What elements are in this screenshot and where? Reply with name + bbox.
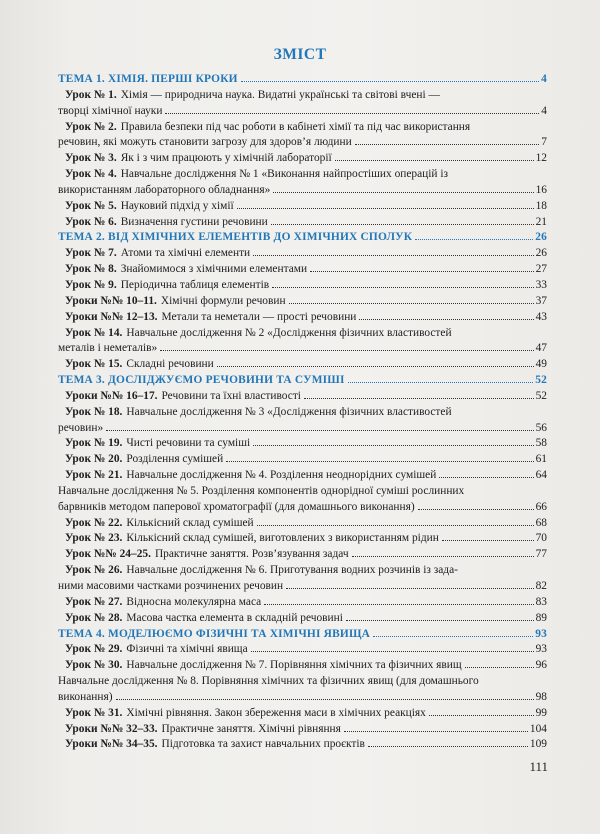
toc-section-heading	[58, 72, 547, 88]
toc-entry	[58, 595, 547, 611]
lesson-label: Урок № 15.	[65, 358, 123, 371]
entry-text: Знайомимося з хімічними елементами	[120, 263, 308, 276]
dot-leader	[359, 318, 533, 320]
toc-entry	[58, 88, 547, 104]
entry-page: 26	[535, 231, 547, 244]
entry-page: 7	[541, 136, 547, 149]
lesson-label: Урок № 27.	[65, 595, 123, 608]
dot-leader	[257, 524, 534, 526]
toc-entry	[58, 357, 547, 373]
dot-leader	[226, 460, 533, 462]
entry-text: Правила безпеки під час роботи в кабінеті хімії та під час використання	[120, 120, 471, 133]
toc-entry	[58, 199, 547, 215]
entry-text: ТЕМА 3. ДОСЛІДЖУЄМО РЕЧОВИНИ ТА СУМІШІ	[58, 374, 345, 387]
entry-text: Масова частка елемента в складній речовині	[126, 611, 343, 624]
entry-text: Практичне заняття. Хімічні рівняння	[161, 722, 341, 735]
entry-page: 52	[535, 389, 547, 402]
lesson-label: Уроки №№ 16–17.	[65, 389, 158, 402]
entry-page: 12	[535, 152, 547, 165]
toc-entry	[58, 484, 547, 500]
entry-text: барвників методом паперової хроматографії (для домашнього виконання)	[58, 500, 415, 513]
dot-leader	[237, 207, 534, 209]
toc-entry	[58, 167, 547, 183]
lesson-label: Уроки №№ 34–35.	[65, 738, 158, 751]
entry-page: 109	[529, 738, 547, 751]
lesson-label: Урок № 2.	[65, 120, 117, 133]
dot-leader	[368, 745, 528, 747]
entry-text: Науковий підхід у хімії	[120, 199, 234, 212]
entry-text: Практичне заняття. Розв’язування задач	[154, 548, 349, 561]
entry-text: використанням лабораторного обладнання»	[58, 183, 271, 196]
entry-text: Метали та неметали — прості речовини	[161, 310, 357, 323]
dot-leader	[344, 730, 528, 732]
entry-text: Навчальне дослідження № 6. Приготування водних розчинів із зада-	[126, 564, 458, 577]
dot-leader	[442, 539, 534, 541]
entry-text: Як і з чим працюють у хімічній лабораторії	[120, 152, 332, 165]
dot-leader	[106, 429, 533, 431]
dot-leader	[355, 143, 540, 145]
dot-leader	[415, 238, 533, 240]
entry-page: 27	[535, 263, 547, 276]
lesson-label: Урок № 8.	[65, 263, 117, 276]
entry-page: 98	[535, 690, 547, 703]
entry-page: 93	[535, 643, 547, 656]
toc-entry	[58, 547, 547, 563]
entry-text: Навчальне дослідження № 8. Порівняння хімічних та фізичних явищ (для домашнього	[58, 675, 479, 688]
lesson-label: Урок № 19.	[65, 437, 123, 450]
toc-entry	[58, 183, 547, 199]
entry-page: 49	[535, 358, 547, 371]
entry-text: речовин»	[58, 421, 104, 434]
entry-text: творці хімічної науки	[58, 104, 163, 117]
lesson-label: Урок № 31.	[65, 706, 123, 719]
table-of-contents	[58, 72, 547, 753]
lesson-label: Урок № 9.	[65, 278, 117, 291]
lesson-label: Урок № 7.	[65, 247, 117, 260]
entry-text: речовин, які можуть становити загрозу для здоров’я людини	[58, 136, 352, 149]
entry-text: ТЕМА 1. ХІМІЯ. ПЕРШІ КРОКИ	[58, 73, 238, 85]
toc-entry	[58, 421, 547, 437]
entry-text: Навчальне дослідження № 3 «Дослідження фізичних властивостей	[126, 405, 452, 418]
lesson-label: Урок № 29.	[65, 643, 123, 656]
dot-leader	[429, 714, 534, 716]
dot-leader	[272, 286, 533, 288]
entry-page: 61	[535, 453, 547, 466]
entry-page: 18	[535, 199, 547, 212]
lesson-label: Урок № 3.	[65, 152, 117, 165]
dot-leader	[418, 508, 534, 510]
dot-leader	[253, 254, 533, 256]
dot-leader	[251, 650, 534, 652]
entry-page: 99	[535, 706, 547, 719]
toc-entry	[58, 500, 547, 516]
dot-leader	[165, 112, 539, 114]
dot-leader	[439, 476, 533, 478]
lesson-label: Урок № 14.	[65, 326, 123, 339]
toc-entry	[58, 642, 547, 658]
entry-text: Підготовка та захист навчальних проєктів	[161, 738, 365, 751]
entry-text: металів і неметалів»	[58, 342, 158, 355]
lesson-label: Урок № 1.	[65, 88, 117, 101]
entry-page: 52	[535, 374, 547, 387]
toc-entry	[58, 341, 547, 357]
entry-text: Навчальне дослідження № 2 «Дослідження фізичних властивостей	[126, 326, 452, 339]
toc-entry	[58, 722, 547, 738]
page-title: ЗМІСТ	[273, 46, 327, 63]
toc-entry	[58, 516, 547, 532]
entry-text: Речовини та їхні властивості	[161, 389, 301, 402]
entry-page: 64	[535, 469, 547, 482]
lesson-label: Уроки №№ 12–13.	[65, 310, 158, 323]
dot-leader	[289, 302, 534, 304]
entry-page: 43	[535, 310, 547, 323]
toc-entry	[58, 389, 547, 405]
entry-page: 21	[535, 215, 547, 228]
lesson-label: Урок № 18.	[65, 405, 123, 418]
dot-leader	[273, 191, 533, 193]
toc-entry	[58, 246, 547, 262]
entry-text: Хімічні формули речовин	[160, 294, 286, 307]
entry-text: Навчальне дослідження № 7. Порівняння хімічних та фізичних явищ	[126, 659, 462, 672]
entry-text: Фізичні та хімічні явища	[126, 643, 248, 656]
toc-entry	[58, 326, 547, 342]
dot-leader	[352, 555, 534, 557]
dot-leader	[346, 619, 534, 621]
entry-text: Хімія — природнича наука. Видатні українські та світові вчені —	[120, 88, 440, 101]
lesson-label: Урок № 23.	[65, 532, 123, 545]
entry-page: 89	[535, 611, 547, 624]
dot-leader	[304, 397, 534, 399]
entry-page: 104	[529, 722, 547, 735]
toc-entry	[58, 737, 547, 753]
toc-entry	[58, 468, 547, 484]
toc-entry	[58, 294, 547, 310]
entry-page: 93	[535, 627, 547, 640]
toc-section-heading	[58, 230, 547, 246]
toc-entry	[58, 706, 547, 722]
toc-entry	[58, 135, 547, 151]
entry-page: 96	[535, 659, 547, 672]
entry-page: 66	[535, 500, 547, 513]
toc-entry	[58, 690, 547, 706]
lesson-label: Урок № 6.	[65, 215, 117, 228]
dot-leader	[217, 365, 534, 367]
page-number: 111	[529, 759, 548, 774]
toc-entry	[58, 579, 547, 595]
toc-entry	[58, 658, 547, 674]
entry-page: 33	[535, 278, 547, 291]
lesson-label: Урок № 28.	[65, 611, 123, 624]
toc-entry	[58, 436, 547, 452]
entry-text: Навчальне дослідження № 5. Розділення компонентів однорідної суміші рослинних	[58, 484, 465, 497]
lesson-label: Урок № 26.	[65, 564, 123, 577]
toc-section-heading	[58, 627, 547, 643]
entry-text: ТЕМА 2. ВІД ХІМІЧНИХ ЕЛЕМЕНТІВ ДО ХІМІЧНИХ СПОЛУК	[58, 231, 413, 244]
lesson-label: Урок № 21.	[65, 469, 123, 482]
entry-page: 70	[535, 532, 547, 545]
dot-leader	[116, 698, 534, 700]
entry-text: Атоми та хімічні елементи	[120, 247, 251, 260]
entry-text: ТЕМА 4. МОДЕЛЮЄМО ФІЗИЧНІ ТА ХІМІЧНІ ЯВИЩА	[58, 627, 371, 640]
dot-leader	[465, 666, 534, 668]
lesson-label: Урок № 20.	[65, 453, 123, 466]
toc-entry	[58, 531, 547, 547]
entry-page: 4	[541, 104, 547, 117]
toc-entry	[58, 262, 547, 278]
entry-page: 68	[535, 516, 547, 529]
entry-text: Періодична таблиця елементів	[120, 278, 270, 291]
entry-text: Визначення густини речовини	[120, 215, 268, 228]
dot-leader	[335, 159, 534, 161]
toc-entry	[58, 104, 547, 120]
dot-leader	[373, 635, 533, 637]
entry-page: 77	[535, 548, 547, 561]
lesson-label: Урок № 30.	[65, 659, 123, 672]
entry-text: Навчальне дослідження № 1 «Виконання найпростіших операцій із	[120, 168, 449, 181]
toc-entry	[58, 563, 547, 579]
lesson-label: Урок № 4.	[65, 168, 117, 181]
lesson-label: Уроки №№ 32–33.	[65, 722, 158, 735]
toc-entry	[58, 120, 547, 136]
lesson-label: Урок № 22.	[65, 516, 123, 529]
entry-text: Чисті речовини та суміші	[126, 437, 251, 450]
toc-entry	[58, 310, 547, 326]
entry-page: 37	[535, 294, 547, 307]
entry-text: Кількісний склад сумішей	[126, 516, 254, 529]
toc-section-heading	[58, 373, 547, 389]
entry-page: 58	[535, 437, 547, 450]
entry-text: ними масовими частками розчинених речовин	[58, 580, 284, 592]
toc-entry	[58, 215, 547, 231]
dot-leader	[253, 444, 533, 446]
dot-leader	[310, 270, 534, 272]
entry-page: 82	[535, 580, 547, 592]
dot-leader	[160, 349, 533, 351]
lesson-label: Урок № 5.	[65, 199, 117, 212]
dot-leader	[271, 223, 534, 225]
lesson-label: Уроки №№ 10–11.	[65, 294, 157, 307]
toc-entry	[58, 278, 547, 294]
toc-entry	[58, 674, 547, 690]
entry-page: 56	[535, 421, 547, 434]
entry-page: 26	[535, 247, 547, 260]
entry-text: Хімічні рівняння. Закон збереження маси в хімічних реакціях	[126, 706, 426, 719]
dot-leader	[264, 603, 533, 605]
dot-leader	[348, 381, 534, 383]
entry-text: виконання)	[58, 690, 113, 703]
dot-leader	[286, 587, 533, 589]
entry-text: Навчальне дослідження № 4. Розділення неоднорідних сумішей	[126, 469, 437, 482]
toc-entry	[58, 611, 547, 627]
entry-text: Відносна молекулярна маса	[126, 595, 262, 608]
dot-leader	[241, 80, 539, 82]
toc-entry	[58, 405, 547, 421]
entry-text: Розділення сумішей	[126, 453, 224, 466]
entry-page: 4	[541, 73, 547, 85]
entry-text: Кількісний склад сумішей, виготовлених з використанням рідин	[126, 532, 439, 545]
entry-text: Складні речовини	[126, 358, 214, 371]
entry-page: 83	[535, 595, 547, 608]
lesson-label: Урок №№ 24–25.	[65, 548, 151, 561]
entry-page: 47	[535, 342, 547, 355]
toc-entry	[58, 151, 547, 167]
toc-entry	[58, 452, 547, 468]
entry-page: 16	[535, 183, 547, 196]
